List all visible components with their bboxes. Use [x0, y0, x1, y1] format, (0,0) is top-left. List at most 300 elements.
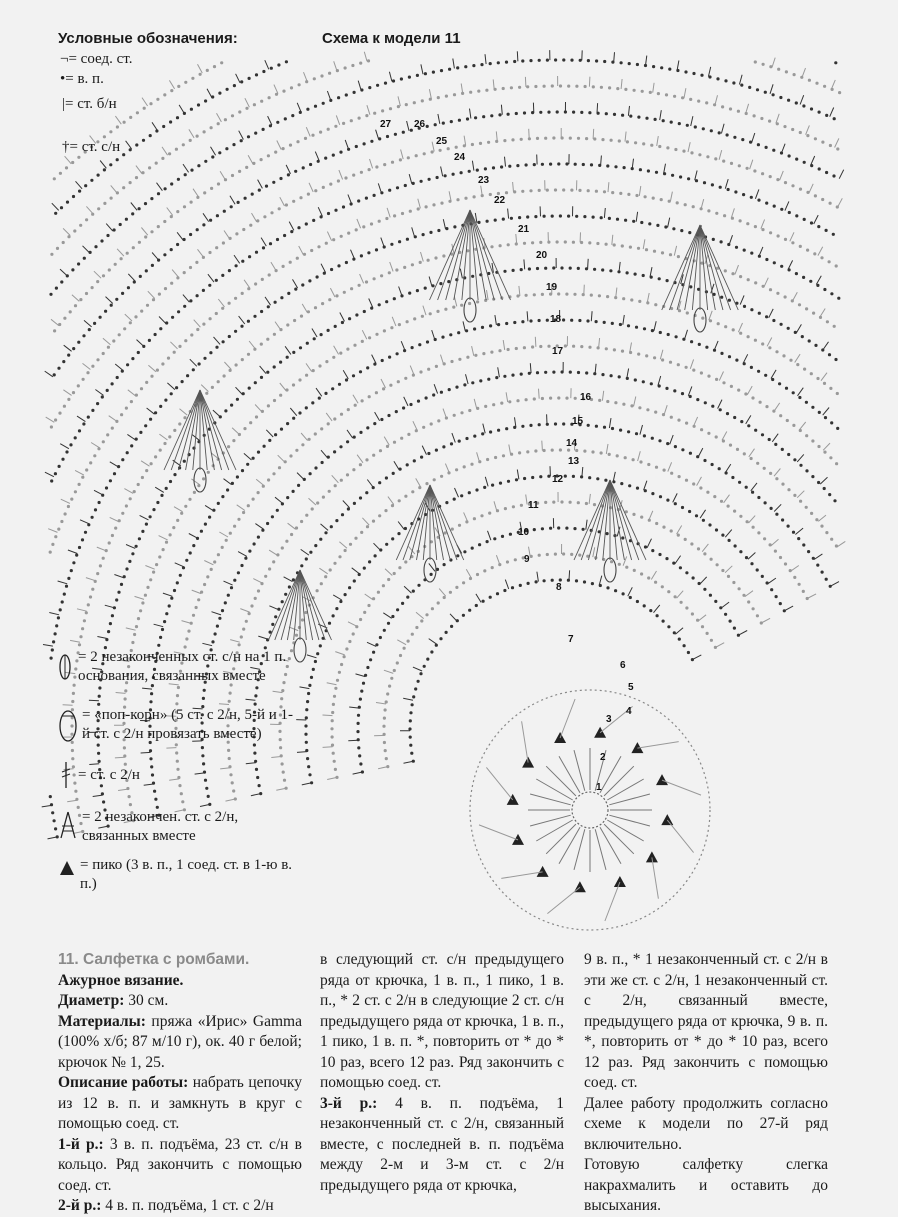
chain-stitch — [492, 166, 495, 169]
chain-stitch — [62, 360, 65, 363]
chain-stitch — [506, 560, 509, 563]
chain-stitch — [240, 325, 243, 328]
chain-stitch — [507, 113, 510, 116]
chain-stitch — [217, 502, 220, 505]
stitch-mark — [390, 262, 393, 271]
stitch-mark — [677, 61, 679, 71]
chain-stitch — [442, 445, 445, 448]
chain-stitch — [241, 358, 244, 361]
chain-stitch — [695, 514, 698, 517]
chain-stitch — [109, 130, 112, 133]
chain-stitch — [420, 456, 423, 459]
chain-stitch — [321, 461, 324, 464]
chain-stitch — [52, 640, 55, 643]
chain-stitch — [150, 692, 153, 695]
chain-stitch — [435, 365, 438, 368]
chain-stitch — [146, 586, 149, 589]
chain-stitch — [673, 389, 676, 392]
diagram-title: Схема к модели 11 — [322, 30, 461, 47]
chain-stitch — [538, 554, 541, 557]
chain-stitch — [333, 450, 336, 453]
stitch-mark — [372, 355, 377, 364]
chain-stitch — [332, 356, 335, 359]
chain-stitch — [547, 241, 550, 244]
chain-stitch — [175, 751, 178, 754]
chain-stitch — [408, 292, 411, 295]
chain-stitch — [67, 354, 70, 357]
chain-stitch — [423, 152, 426, 155]
chain-stitch — [136, 111, 139, 114]
chain-stitch — [474, 116, 477, 119]
chain-stitch — [795, 158, 798, 161]
chain-stitch — [287, 292, 290, 295]
chain-stitch — [759, 401, 762, 404]
chain-stitch — [640, 516, 643, 519]
chain-stitch — [455, 386, 458, 389]
stitch-mark — [505, 157, 506, 167]
chain-stitch — [308, 438, 311, 441]
stitch-mark — [327, 683, 337, 685]
chain-stitch — [314, 432, 317, 435]
chain-stitch — [637, 116, 640, 119]
chain-stitch — [122, 153, 125, 156]
stitch-mark — [219, 704, 229, 705]
stitch-mark — [750, 160, 753, 170]
stitch-mark — [421, 252, 424, 262]
chain-stitch — [363, 310, 366, 313]
chain-stitch — [89, 595, 92, 598]
chain-stitch — [452, 306, 455, 309]
chain-stitch — [182, 143, 185, 146]
chain-stitch — [541, 293, 544, 296]
stitch-mark — [357, 455, 363, 463]
chain-stitch — [359, 618, 362, 621]
chain-stitch — [814, 137, 817, 140]
stitch-mark — [80, 520, 89, 524]
stitch-mark — [831, 80, 835, 89]
stitch-mark — [105, 605, 115, 608]
chain-stitch — [295, 449, 298, 452]
chain-stitch — [787, 453, 790, 456]
stitch-mark — [166, 748, 176, 749]
chain-stitch — [237, 201, 240, 204]
chain-stitch — [799, 500, 802, 503]
chain-stitch — [820, 525, 823, 528]
stitch-mark — [125, 314, 132, 321]
chain-stitch — [662, 526, 665, 529]
chain-stitch — [436, 310, 439, 313]
chain-stitch — [476, 573, 479, 576]
chain-stitch — [578, 189, 581, 192]
chain-stitch — [823, 288, 826, 291]
stitch-mark — [375, 412, 380, 421]
chain-stitch — [721, 534, 724, 537]
chain-stitch — [163, 220, 166, 223]
chain-stitch — [69, 310, 72, 313]
stitch-mark — [445, 464, 449, 473]
chain-stitch — [289, 261, 292, 264]
chain-loop — [486, 767, 512, 800]
stitch-mark — [702, 544, 708, 552]
stitch-mark — [301, 433, 308, 441]
stitch-mark — [126, 628, 136, 630]
chain-stitch — [609, 269, 612, 272]
chain-stitch — [583, 215, 586, 218]
chain-stitch — [350, 119, 353, 122]
chain-stitch — [340, 663, 343, 666]
picot-mark — [661, 814, 673, 825]
chain-loop — [479, 825, 518, 840]
stitch-mark — [280, 197, 285, 206]
chain-stitch — [678, 475, 681, 478]
chain-stitch — [590, 163, 593, 166]
stitch-mark — [51, 319, 59, 325]
stitch-mark — [410, 366, 414, 375]
chain-stitch — [238, 170, 241, 173]
stitch-mark — [721, 124, 724, 134]
stitch-mark — [691, 116, 693, 126]
chain-stitch — [196, 294, 199, 297]
stitch-mark — [335, 652, 344, 655]
chain-loop — [667, 820, 693, 853]
stitch-mark — [517, 470, 519, 480]
stitch-mark — [230, 196, 235, 205]
chain-stitch — [53, 819, 56, 822]
chain-stitch — [221, 546, 224, 549]
chain-stitch — [444, 308, 447, 311]
stitch-mark — [94, 490, 103, 495]
chain-stitch — [281, 689, 284, 692]
stitch-mark — [77, 416, 85, 422]
chain-stitch — [278, 466, 281, 469]
chain-stitch — [108, 541, 111, 544]
stitch-mark — [432, 330, 435, 340]
stitch-mark — [515, 417, 516, 427]
chain-stitch — [366, 366, 369, 369]
picot-mark — [656, 774, 668, 785]
row-number-label: 12 — [552, 474, 564, 485]
chain-stitch — [54, 418, 57, 421]
stitch-mark — [508, 209, 509, 219]
chain-stitch — [105, 486, 108, 489]
chain-stitch — [90, 179, 93, 182]
stitch-mark — [45, 371, 53, 377]
chain-stitch — [668, 68, 671, 71]
chain-stitch — [757, 496, 760, 499]
chain-stitch — [591, 450, 594, 453]
chain-stitch — [121, 292, 124, 295]
chain-stitch — [692, 369, 695, 372]
chain-stitch — [230, 586, 233, 589]
chain-stitch — [59, 172, 62, 175]
chain-stitch — [387, 414, 390, 417]
chain-stitch — [450, 360, 453, 363]
chain-stitch — [671, 174, 674, 177]
chain-stitch — [102, 274, 105, 277]
stitch-mark — [376, 703, 386, 705]
chain-stitch — [72, 347, 75, 350]
stitch-mark — [830, 582, 839, 587]
stitch-mark — [68, 550, 77, 554]
chain-stitch — [161, 157, 164, 160]
chain-stitch — [770, 507, 773, 510]
chain-stitch — [567, 85, 570, 88]
chain-stitch — [243, 427, 246, 430]
chain-stitch — [144, 424, 147, 427]
chain-stitch — [471, 381, 474, 384]
stitch-mark — [443, 219, 445, 229]
chain-stitch — [489, 193, 492, 196]
stitch-mark — [179, 105, 184, 114]
stitch-mark — [83, 363, 91, 369]
chain-stitch — [674, 148, 677, 151]
chain-stitch — [621, 350, 624, 353]
chain-stitch — [773, 205, 776, 208]
chain-stitch — [521, 59, 524, 62]
chain-stitch — [394, 133, 397, 136]
chain-stitch — [476, 300, 479, 303]
chain-stitch — [667, 625, 670, 628]
chain-stitch — [466, 117, 469, 120]
chain-stitch — [659, 495, 662, 498]
chain-stitch — [621, 114, 624, 117]
chain-stitch — [808, 79, 811, 82]
chain-stitch — [210, 126, 213, 129]
chain-stitch — [655, 522, 658, 525]
picot-mark — [646, 851, 658, 862]
description: Описание работы: набрать цепочку из 12 в. п. и замкнуть в круг с помощью соед. ст. — [58, 1073, 302, 1135]
chain-stitch — [734, 544, 737, 547]
legend-item-slip-stitch: ¬= соед. ст. — [60, 50, 132, 69]
chain-stitch — [334, 209, 337, 212]
stitch-mark — [483, 424, 485, 434]
chain-stitch — [729, 107, 732, 110]
chain-stitch — [262, 246, 265, 249]
chain-stitch — [353, 91, 356, 94]
chain-stitch — [624, 88, 627, 91]
stitch-mark — [378, 767, 388, 769]
chain-stitch — [752, 607, 755, 610]
chain-stitch — [616, 454, 619, 457]
chain-stitch — [393, 297, 396, 300]
stitch-mark — [675, 628, 683, 634]
chain-stitch — [619, 429, 622, 432]
chain-stitch — [70, 569, 73, 572]
chain-stitch — [124, 689, 127, 692]
chain-stitch — [462, 614, 465, 617]
chain-stitch — [584, 85, 587, 88]
chain-stitch — [642, 380, 645, 383]
chain-stitch — [623, 166, 626, 169]
chain-stitch — [834, 358, 837, 361]
chain-stitch — [81, 627, 84, 630]
chain-stitch — [206, 575, 209, 578]
chain-stitch — [270, 211, 273, 214]
chain-stitch — [825, 229, 828, 232]
chain-stitch — [185, 637, 188, 640]
chain-stitch — [240, 564, 243, 567]
chain-stitch — [268, 567, 271, 570]
chain-stitch — [331, 735, 334, 738]
row2-instructions: 2-й р.: 4 в. п. подъёма, 1 ст. с 2/н — [58, 1196, 302, 1217]
chain-stitch — [765, 146, 768, 149]
stitch-mark — [772, 434, 778, 442]
chain-stitch — [262, 128, 265, 131]
chain-stitch — [391, 537, 394, 540]
chain-stitch — [770, 588, 773, 591]
chain-stitch — [809, 280, 812, 283]
chain-stitch — [674, 445, 677, 448]
stitch-mark — [432, 142, 434, 152]
stitch-mark — [60, 269, 67, 276]
stitch-mark — [326, 413, 332, 421]
stitch-mark — [513, 182, 514, 192]
chain-stitch — [352, 374, 355, 377]
chain-stitch — [203, 689, 206, 692]
chain-stitch — [503, 375, 506, 378]
chain-stitch — [483, 569, 486, 572]
chain-stitch — [89, 461, 92, 464]
rosette-stitch — [546, 766, 576, 796]
chain-stitch — [535, 580, 538, 583]
stitch-mark — [148, 365, 156, 372]
stitch-mark — [818, 515, 826, 521]
chain-stitch — [626, 140, 629, 143]
chain-stitch — [51, 543, 54, 546]
stitch-mark — [239, 316, 245, 324]
chain-stitch — [196, 135, 199, 138]
chain-stitch — [802, 276, 805, 279]
chain-stitch — [102, 352, 105, 355]
chain-stitch — [678, 638, 681, 641]
chain-stitch — [638, 406, 641, 409]
chain-stitch — [711, 463, 714, 466]
chain-stitch — [490, 351, 493, 354]
chain-stitch — [672, 227, 675, 230]
chain-stitch — [111, 427, 114, 430]
stitch-mark — [675, 556, 681, 564]
chain-stitch — [327, 422, 330, 425]
chain-stitch — [734, 190, 737, 193]
chain-stitch — [66, 201, 69, 204]
chain-stitch — [382, 387, 385, 390]
chain-stitch — [622, 297, 625, 300]
stitch-mark — [422, 446, 426, 455]
chain-stitch — [603, 190, 606, 193]
chain-stitch — [300, 315, 303, 318]
chain-stitch — [378, 481, 381, 484]
chain-stitch — [538, 319, 541, 322]
chain-stitch — [596, 242, 599, 245]
stitch-mark — [589, 77, 590, 87]
chain-stitch — [715, 528, 718, 531]
stitch-mark — [593, 547, 595, 557]
chain-stitch — [131, 357, 134, 360]
stitch-mark — [814, 215, 819, 224]
stitch-mark — [466, 374, 469, 384]
chain-stitch — [402, 131, 405, 134]
chain-stitch — [316, 501, 319, 504]
chain-stitch — [253, 315, 256, 318]
chain-stitch — [377, 591, 380, 594]
stitch-mark — [582, 467, 583, 477]
chain-stitch — [577, 371, 580, 374]
chain-stitch — [689, 98, 692, 101]
stitch-mark — [461, 84, 463, 94]
stitch-mark — [152, 253, 159, 261]
chain-stitch — [429, 312, 432, 315]
chain-stitch — [662, 119, 665, 122]
stitch-mark — [353, 395, 358, 404]
chain-stitch — [699, 486, 702, 489]
stitch-mark — [495, 315, 497, 325]
chain-stitch — [707, 375, 710, 378]
chain-stitch — [552, 266, 555, 269]
stitch-mark — [115, 116, 121, 124]
chain-stitch — [784, 295, 787, 298]
chain-stitch — [700, 428, 703, 431]
chain-stitch — [189, 233, 192, 236]
chain-stitch — [238, 643, 241, 646]
stitch-mark — [191, 479, 199, 485]
chain-stitch — [785, 70, 788, 73]
stitch-mark — [673, 493, 678, 502]
stitch-mark — [774, 504, 781, 511]
stitch-mark — [823, 443, 830, 450]
chain-stitch — [242, 628, 245, 631]
chain-stitch — [346, 473, 349, 476]
chain-stitch — [316, 589, 319, 592]
stitch-mark — [639, 186, 641, 196]
stitch-mark — [155, 487, 164, 492]
chain-stitch — [747, 424, 750, 427]
legend-item-two-unfinished-treble: = 2 незакончен. ст. с 2/н, связанных вместе — [58, 808, 298, 846]
chain-stitch — [183, 305, 186, 308]
chain-stitch — [170, 182, 173, 185]
chain-stitch — [670, 529, 673, 532]
stitch-mark — [749, 516, 756, 523]
stitch-mark — [725, 179, 728, 189]
chain-stitch — [232, 143, 235, 146]
chain-stitch — [723, 214, 726, 217]
chain-stitch — [490, 245, 493, 248]
chain-stitch — [655, 466, 658, 469]
chain-stitch — [627, 430, 630, 433]
stitch-mark — [472, 346, 474, 356]
chain-stitch — [733, 416, 736, 419]
chain-stitch — [528, 372, 531, 375]
stitch-mark — [347, 430, 353, 438]
chain-stitch — [814, 194, 817, 197]
stitch-mark — [474, 399, 477, 409]
chain-stitch — [611, 322, 614, 325]
chain-stitch — [575, 579, 578, 582]
chain-stitch — [319, 644, 322, 647]
fan-stitch — [438, 210, 470, 300]
chain-stitch — [74, 790, 77, 793]
chain-stitch — [630, 298, 633, 301]
stitch-mark — [608, 182, 609, 192]
stitch-mark — [142, 98, 148, 106]
chain-stitch — [208, 251, 211, 254]
chain-stitch — [475, 604, 478, 607]
chain-stitch — [228, 302, 231, 305]
chain-stitch — [400, 437, 403, 440]
chain-stitch — [835, 264, 838, 267]
chain-stitch — [450, 442, 453, 445]
chain-stitch — [281, 600, 284, 603]
chain-stitch — [94, 508, 97, 511]
